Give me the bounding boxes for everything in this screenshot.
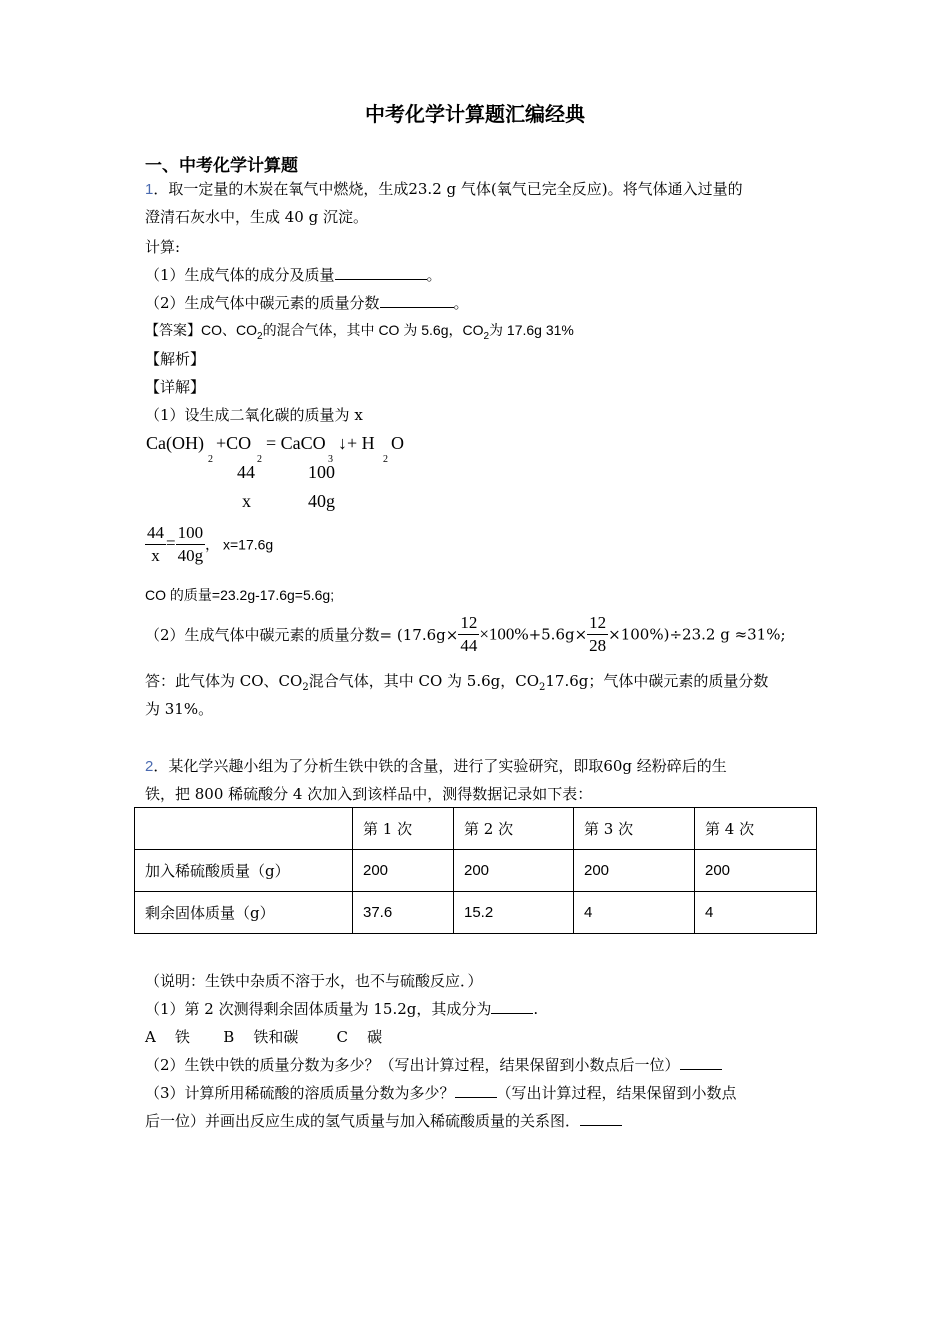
table-header-cell: 第 4 次 [695, 808, 817, 850]
fraction-den: 44 [460, 636, 478, 655]
eq-sub-2c: 2 [383, 454, 388, 465]
page-title: 中考化学计算题汇编经典 [365, 102, 585, 126]
q1-part2-end: 。 [453, 294, 469, 312]
fraction-100-40g [176, 522, 206, 567]
eq-mass-x: x [242, 491, 251, 511]
calc-text-b: +5.6g× [528, 625, 588, 644]
q1-part1-end: 。 [426, 266, 442, 284]
final-text-a: 答：此气体为 CO、CO [145, 672, 303, 690]
eq-mass-44: 44 [237, 462, 255, 482]
table-cell: 37.6 [353, 892, 454, 934]
eq-sub-3: 3 [328, 454, 333, 465]
co-mass-line: CO 的质量=23.2g-17.6g=5.6g; [145, 587, 335, 603]
fraction-num: 12 [458, 612, 479, 635]
q2-part2-blank [680, 1055, 722, 1070]
answer-sub-1: 2 [257, 331, 263, 342]
q2-part2-text: （2）生铁中铁的质量分数为多少？（写出计算过程，结果保留到小数点后一位） [145, 1056, 680, 1074]
fraction-num: 44 [145, 522, 166, 545]
q2-note: （说明：生铁中杂质不溶于水，也不与硫酸反应．） [145, 972, 483, 990]
q1-part2-text: （2）生成气体中碳元素的质量分数 [145, 294, 380, 312]
q2-part1-blank [491, 999, 533, 1014]
fraction-den: x [151, 546, 160, 565]
q2-part1-end: . [533, 1000, 539, 1018]
q1-part1-text: （1）生成气体的成分及质量 [145, 266, 335, 284]
q2-part1-text: （1）第 2 次测得剩余固体质量为 15.2g，其成分为 [145, 1000, 492, 1018]
q2-part3-blank-1 [455, 1083, 497, 1098]
q2-part3-text-c: 后一位）并画出反应生成的氢气质量与加入稀硫酸质量的关系图． [145, 1112, 581, 1130]
table-header-row [135, 808, 817, 850]
final-answer-line2: 为 31%。 [145, 700, 214, 718]
eq-plus-co: +CO [216, 433, 252, 453]
q2-line2: 铁，把 800 稀硫酸分 4 次加入到该样品中，测得数据记录如下表： [145, 785, 593, 803]
table-header-cell: 第 3 次 [574, 808, 695, 850]
table-row [135, 850, 817, 892]
q1-part2 [145, 292, 469, 313]
final-sub-2: 2 [539, 682, 546, 693]
fraction-12-44 [458, 612, 479, 657]
calc-text-a: （2）生成气体中碳元素的质量分数= (17.6g× [145, 626, 459, 644]
fraction-12-28 [587, 612, 608, 657]
eq-mass-40g: 40g [308, 491, 335, 511]
q2-text-1: ．某化学兴趣小组为了分析生铁中铁的含量，进行了实验研究，即取60g 经粉碎后的生 [153, 757, 727, 775]
q1-part1 [145, 264, 442, 285]
q2-part3-line2 [145, 1110, 622, 1131]
q1-text-1: ．取一定量的木炭在氧气中燃烧，生成23.2 g 气体(氧气已完全反应)。将气体通入过量的 [153, 180, 743, 198]
table-cell [135, 808, 353, 850]
fraction-num: 100 [176, 522, 206, 545]
q2-part3-line1 [145, 1082, 737, 1103]
final-sub-1: 2 [302, 682, 309, 693]
fraction-den: 40g [177, 546, 204, 565]
fraction-44-x [145, 522, 166, 567]
table-row-label: 剩余固体质量（g） [135, 892, 353, 934]
table-cell: 15.2 [454, 892, 574, 934]
table-row [135, 892, 817, 934]
table-header-cell: 第 1 次 [353, 808, 454, 850]
q1-calc-label: 计算: [145, 238, 181, 256]
table-cell: 200 [574, 850, 695, 892]
table-header-cell: 第 2 次 [454, 808, 574, 850]
answer-sub-2: 2 [483, 331, 490, 342]
q2-part2 [145, 1054, 722, 1075]
answer-text-b: 的混合气体，其中 CO 为 5.6g，CO [262, 322, 484, 338]
q2-part1 [145, 998, 538, 1019]
q1-line1 [145, 178, 743, 199]
q1-part2-blank [380, 293, 454, 308]
q2-part3-text-a: （3）计算所用稀硫酸的溶质质量分数为多少？ [145, 1084, 455, 1102]
q2-number: 2 [145, 758, 154, 775]
eq-mass-100: 100 [308, 462, 335, 482]
eq-sub-2b: 2 [257, 454, 262, 465]
eq-equals-caco: = CaCO [266, 433, 326, 453]
calc-text-c: ×100%)÷23.2 g ≈31%; [608, 625, 786, 644]
eq-sub-2a: 2 [208, 454, 213, 465]
table-cell: 200 [353, 850, 454, 892]
q2-line1 [145, 755, 727, 776]
table-cell: 4 [695, 892, 817, 934]
section-heading: 一、中考化学计算题 [145, 156, 298, 176]
answer-text-c: 为 17.6g 31% [489, 322, 574, 338]
analysis-label: 【解析】 [145, 350, 206, 368]
proportion [145, 522, 273, 567]
table-cell: 4 [574, 892, 695, 934]
q2-options: A 铁 B 铁和碳 C 碳 [145, 1028, 383, 1046]
q2-part3-text-b: （写出计算过程，结果保留到小数点 [496, 1084, 737, 1102]
percent-factor: ×100% [479, 624, 529, 644]
eq-arrow-h: ↓+ H [338, 433, 375, 453]
answer-text-a: 【答案】CO、CO [145, 322, 257, 338]
table-cell: 200 [695, 850, 817, 892]
final-text-c: 17.6g；气体中碳元素的质量分数 [545, 672, 769, 690]
eq-caoh2: Ca(OH) [146, 433, 204, 453]
final-answer-line1 [145, 670, 768, 693]
fraction-num: 12 [587, 612, 608, 635]
x-result: ， x=17.6g [205, 536, 274, 553]
q1-number: 1 [145, 181, 154, 198]
final-text-b: 混合气体，其中 CO 为 5.6g，CO [308, 672, 540, 690]
fraction-den: 28 [589, 636, 607, 655]
table-cell: 200 [454, 850, 574, 892]
q1-answer [145, 320, 574, 342]
equals-sign: = [166, 533, 176, 553]
q1-part1-blank [335, 265, 427, 280]
table-row-label: 加入稀硫酸质量（g） [135, 850, 353, 892]
data-table [134, 807, 817, 934]
q1-line2: 澄清石灰水中，生成 40 g 沉淀。 [145, 208, 368, 226]
q2-part3-blank-2 [580, 1111, 622, 1126]
eq-o: O [391, 433, 404, 453]
carbon-fraction-calc [145, 612, 786, 657]
detail-step-1: （1）设生成二氧化碳的质量为 x [145, 406, 363, 424]
detail-label: 【详解】 [145, 378, 206, 396]
